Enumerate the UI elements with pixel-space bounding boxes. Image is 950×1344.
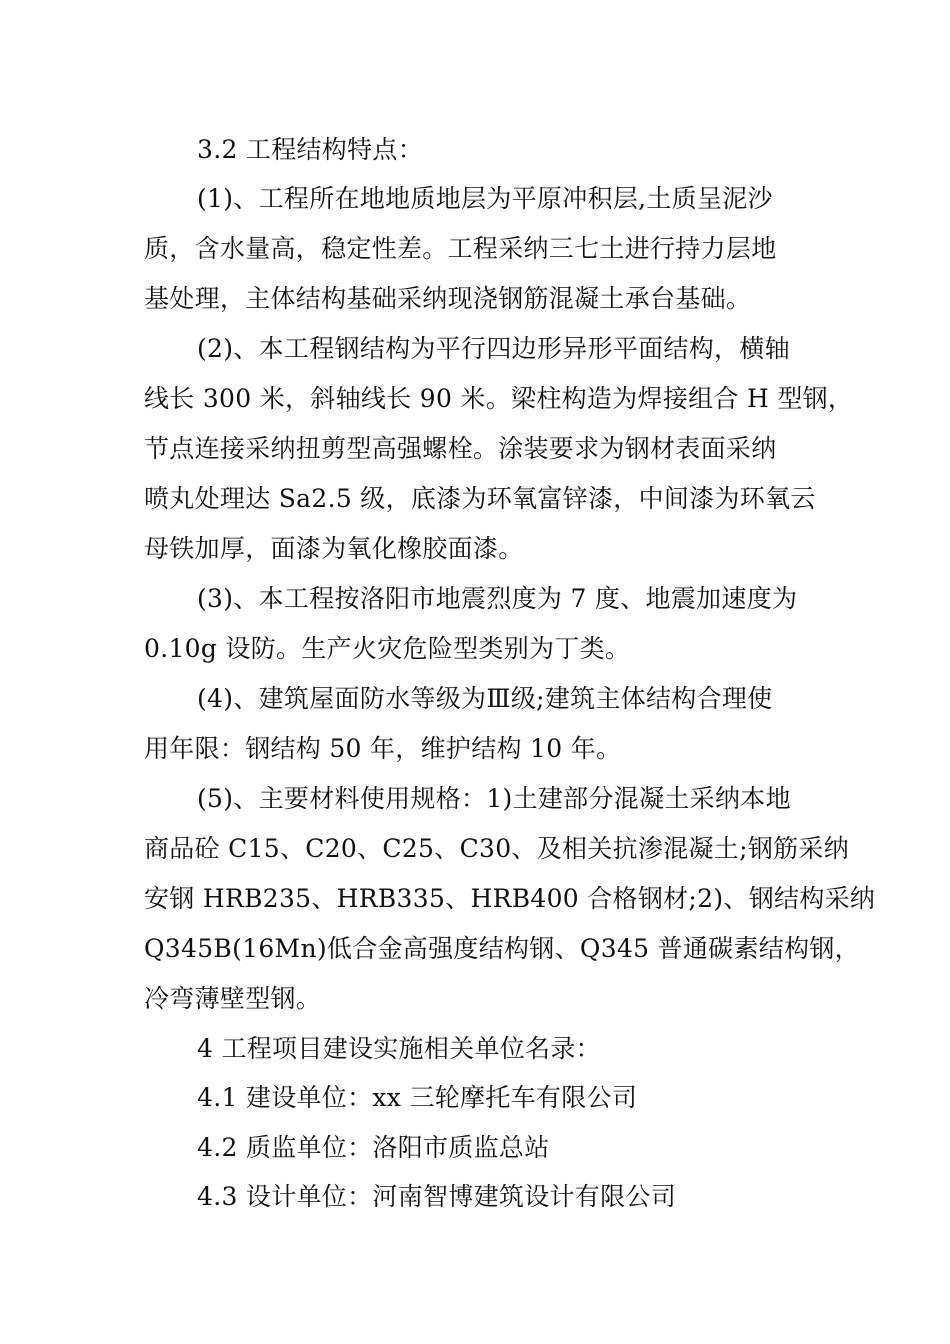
unit-entry-4-2: 4.2 质监单位：洛阳市质监总站: [197, 1133, 550, 1162]
paragraph-2-line-3: 节点连接采纳扭剪型高强螺栓。涂装要求为钢材表面采纳: [144, 434, 777, 463]
paragraph-5-line-4: Q345B(16Mn)低合金高强度结构钢、Q345 普通碳素结构钢，: [144, 934, 860, 963]
paragraph-5-line-3: 安钢 HRB235、HRB335、HRB400 合格钢材;2)、钢结构采纳: [144, 884, 876, 913]
paragraph-4-line-1: (4)、建筑屋面防水等级为Ⅲ级;建筑主体结构合理使: [197, 684, 773, 713]
paragraph-2-line-1: (2)、本工程钢结构为平行四边形异形平面结构，横轴: [197, 334, 790, 363]
paragraph-2-line-2: 线长 300 米，斜轴线长 90 米。梁柱构造为焊接组合 H 型钢，: [144, 384, 854, 413]
unit-entry-4-3: 4.3 设计单位：河南智博建筑设计有限公司: [197, 1182, 677, 1211]
paragraph-2-line-4: 喷丸处理达 Sa2.5 级，底漆为环氧富锌漆，中间漆为环氧云: [144, 484, 816, 513]
paragraph-4-line-2: 用年限：钢结构 50 年，维护结构 10 年。: [144, 734, 622, 763]
paragraph-1-line-2: 质，含水量高，稳定性差。工程采纳三七土进行持力层地: [144, 234, 777, 263]
paragraph-3-line-1: (3)、本工程按洛阳市地震烈度为 7 度、地震加速度为: [197, 584, 798, 613]
paragraph-5-line-1: (5)、主要材料使用规格：1)土建部分混凝土采纳本地: [197, 784, 791, 813]
paragraph-2-line-5: 母铁加厚，面漆为氧化橡胶面漆。: [144, 534, 524, 563]
paragraph-3-line-2: 0.10g 设防。生产火灾危险型类别为丁类。: [144, 634, 631, 663]
paragraph-5-line-5: 冷弯薄壁型钢。: [144, 984, 322, 1013]
unit-entry-4-1: 4.1 建设单位：xx 三轮摩托车有限公司: [197, 1083, 638, 1112]
section-heading-3-2: 3.2 工程结构特点：: [197, 135, 424, 164]
paragraph-1-line-1: (1)、工程所在地地质地层为平原冲积层,土质呈泥沙: [197, 184, 773, 213]
section-heading-4: 4 工程项目建设实施相关单位名录：: [197, 1034, 601, 1063]
paragraph-5-line-2: 商品砼 C15、C20、C25、C30、及相关抗渗混凝土;钢筋采纳: [144, 834, 850, 863]
paragraph-1-line-3: 基处理，主体结构基础采纳现浇钢筋混凝土承台基础。: [144, 284, 752, 313]
